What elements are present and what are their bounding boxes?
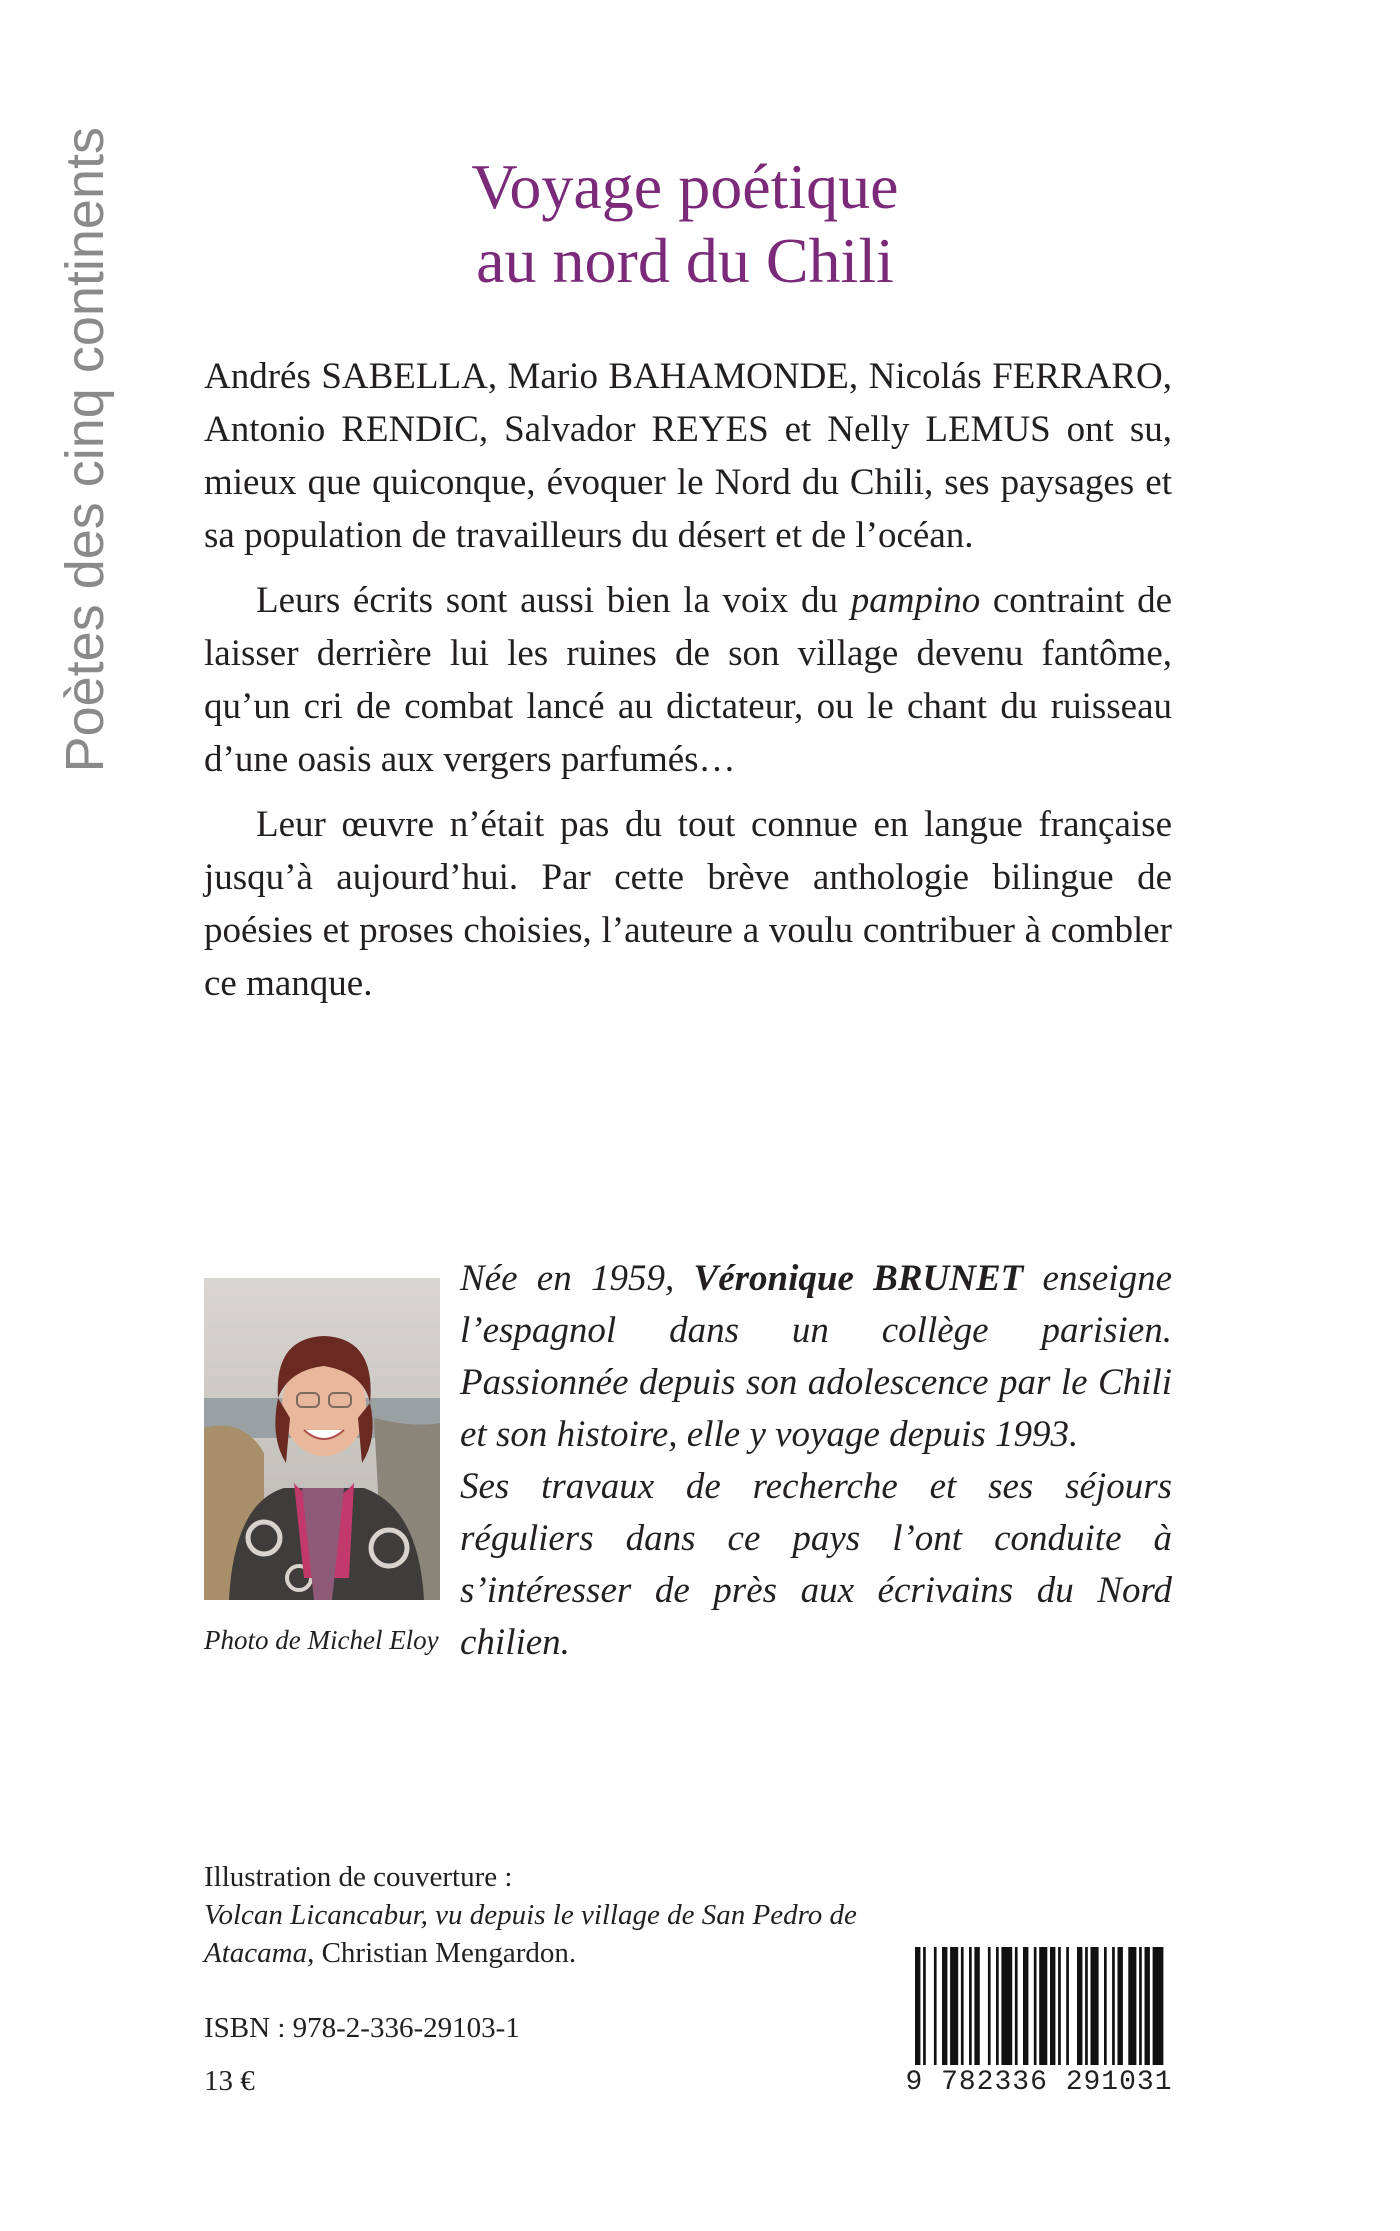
author-bio-rest: enseigne l’espagnol dans un collège parisien. Passionnée depuis son adolescence par le Chili et son histoire, elle y voyage depuis 1993.: [460, 1258, 1172, 1455]
author-bio: [460, 1253, 1172, 1669]
summary-paragraph-2: [204, 574, 1172, 786]
summary-paragraph-2-start: Leurs écrits sont aussi bien la voix du: [256, 580, 851, 621]
author-name: Véronique BRUNET: [693, 1258, 1024, 1299]
author-bio-start: Née en 1959,: [460, 1258, 694, 1299]
book-title-line-2: au nord du Chili: [476, 225, 894, 296]
book-title: [200, 150, 1170, 298]
cover-illustration-credit: [204, 1858, 904, 1972]
photo-credit: Photo de Michel Eloy: [204, 1625, 439, 1655]
cover-credit-label: Illustration de couverture :: [204, 1861, 513, 1893]
barcode-bars: [905, 1947, 1173, 2065]
author-photo: [204, 1278, 440, 1600]
summary-italic-word: pampino: [850, 580, 981, 621]
cover-credit-work: Volcan Licancabur, vu depuis le village de San Pedro de Atacama: [204, 1899, 857, 1969]
barcode: [905, 1947, 1173, 2102]
barcode-number: 9 782336 291031: [905, 2067, 1173, 2098]
series-name: Poètes des cinq continents: [55, 126, 115, 772]
summary-paragraph-3: Leur œuvre n’était pas du tout connue en langue française jusqu’à aujourd’hui. Par cette brève anthologie bilingue de poésies et proses choisies, l’auteure a voulu contribuer à combler ce manque.: [204, 804, 1172, 1004]
author-bio-paragraph-2: Ses travaux de recherche et ses séjours réguliers dans ce pays l’ont conduite à s’intéresser de près aux écrivains du Nord chilien.: [460, 1466, 1172, 1663]
summary-paragraph-2-end: contraint de laisser derrière lui les ruines de son village devenu fantôme, qu’un cri de combat lancé au dictateur, ou le chant du ruisseau d’une oasis aux vergers parfumés…: [204, 580, 1172, 780]
summary-paragraph-1: Andrés SABELLA, Mario BAHAMONDE, Nicolás FERRARO, Antonio RENDIC, Salvador REYES et Nelly LEMUS ont su, mieux que quiconque, évoquer le Nord du Chili, ses paysages et sa population de travailleurs du désert et de l’océan.: [204, 356, 1172, 556]
back-cover-summary: [204, 350, 1172, 1022]
author-bio-paragraph-1: [460, 1253, 1172, 1461]
price: 13 €: [204, 2065, 255, 2097]
cover-credit-artist: , Christian Mengardon.: [307, 1937, 577, 1969]
series-name-vertical: [45, 72, 125, 772]
isbn: ISBN : 978-2-336-29103-1: [204, 2012, 520, 2044]
book-title-line-1: Voyage poétique: [471, 151, 899, 222]
cover-credit-text: [204, 1896, 904, 1972]
